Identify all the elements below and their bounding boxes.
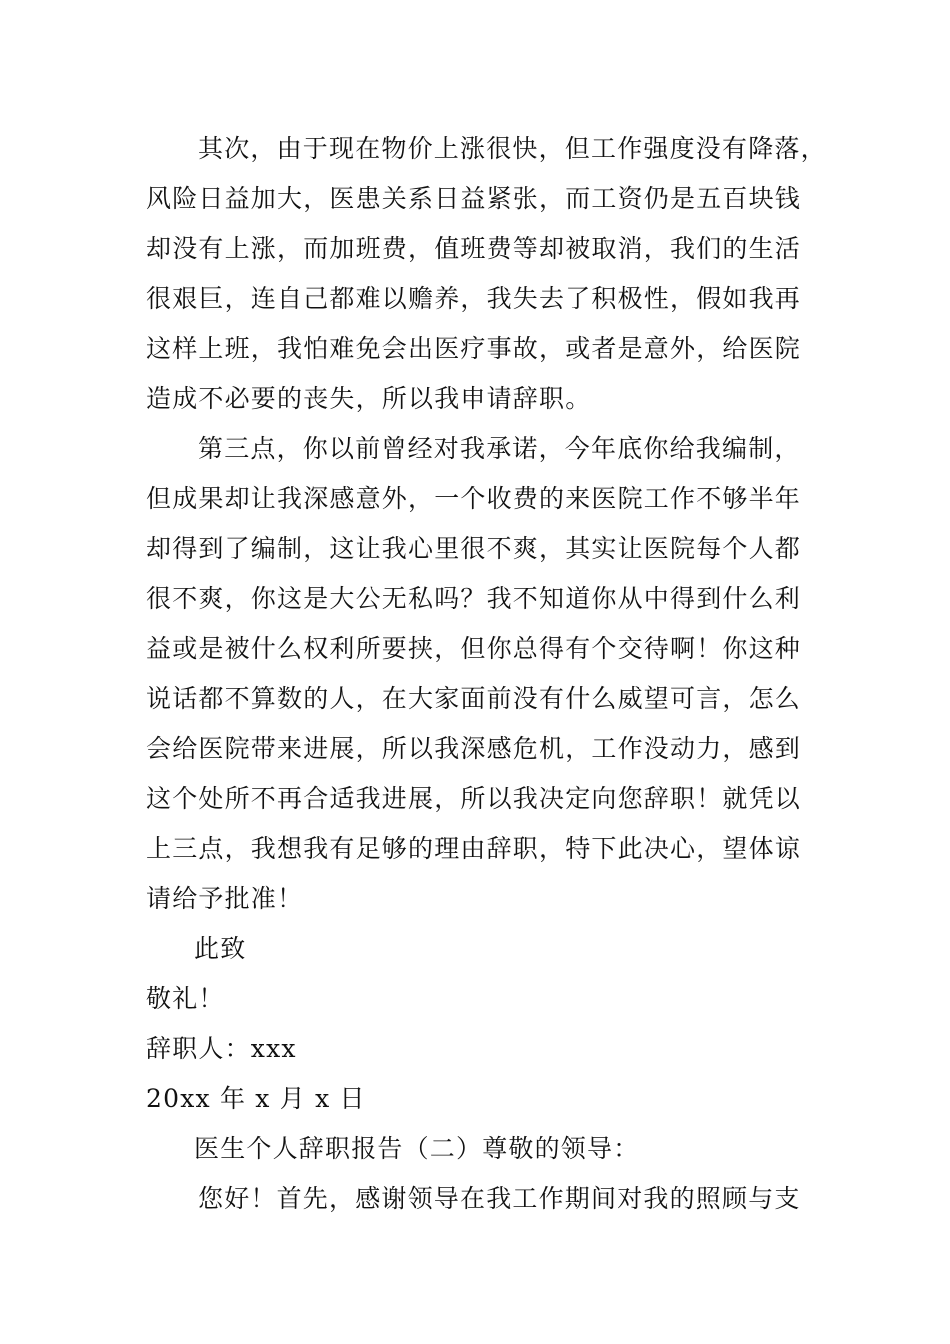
paragraph-2-line-10: 请给予批准！	[146, 884, 304, 913]
closing-line-2: 敬礼！	[146, 984, 225, 1013]
signature-line: 辞职人：xxx	[146, 1034, 297, 1063]
paragraph-2-line-2: 但成果却让我深感意外，一个收费的来医院工作不够半年	[146, 484, 802, 513]
date-line: 20xx 年 x 月 x 日	[146, 1084, 366, 1113]
paragraph-2-line-3: 却得到了编制，这让我心里很不爽，其实让医院每个人都	[146, 534, 802, 563]
paragraph-2-line-5: 益或是被什么权利所要挟，但你总得有个交待啊！你这种	[146, 634, 802, 663]
paragraph-2-line-4: 很不爽，你这是大公无私吗？我不知道你从中得到什么利	[146, 584, 802, 613]
paragraph-1-line-2: 风险日益加大，医患关系日益紧张，而工资仍是五百块钱	[146, 184, 802, 213]
paragraph-2-line-9: 上三点，我想我有足够的理由辞职，特下此决心，望体谅	[146, 834, 802, 863]
paragraph-2-line-7: 会给医院带来进展，所以我深感危机，工作没动力，感到	[146, 734, 802, 763]
paragraph-1-line-3: 却没有上涨，而加班费，值班费等却被取消，我们的生活	[146, 234, 802, 263]
paragraph-2-line-8: 这个处所不再合适我进展，所以我决定向您辞职！就凭以	[146, 784, 802, 813]
closing-line-1: 此致	[194, 934, 247, 963]
next-report-opening: 您好！首先，感谢领导在我工作期间对我的照顾与支	[198, 1184, 801, 1213]
paragraph-2-line-1: 第三点，你以前曾经对我承诺，今年底你给我编制，	[198, 434, 801, 463]
paragraph-1-line-5: 这样上班，我怕难免会出医疗事故，或者是意外，给医院	[146, 334, 802, 363]
next-report-title: 医生个人辞职报告（二）尊敬的领导：	[194, 1134, 640, 1163]
paragraph-1-line-4: 很艰巨，连自己都难以赡养，我失去了积极性，假如我再	[146, 284, 802, 313]
paragraph-1-line-6: 造成不必要的丧失，所以我申请辞职。	[146, 384, 592, 413]
paragraph-1-line-1: 其次，由于现在物价上涨很快，但工作强度没有降落，	[198, 134, 827, 163]
paragraph-2-line-6: 说话都不算数的人，在大家面前没有什么威望可言，怎么	[146, 684, 802, 713]
